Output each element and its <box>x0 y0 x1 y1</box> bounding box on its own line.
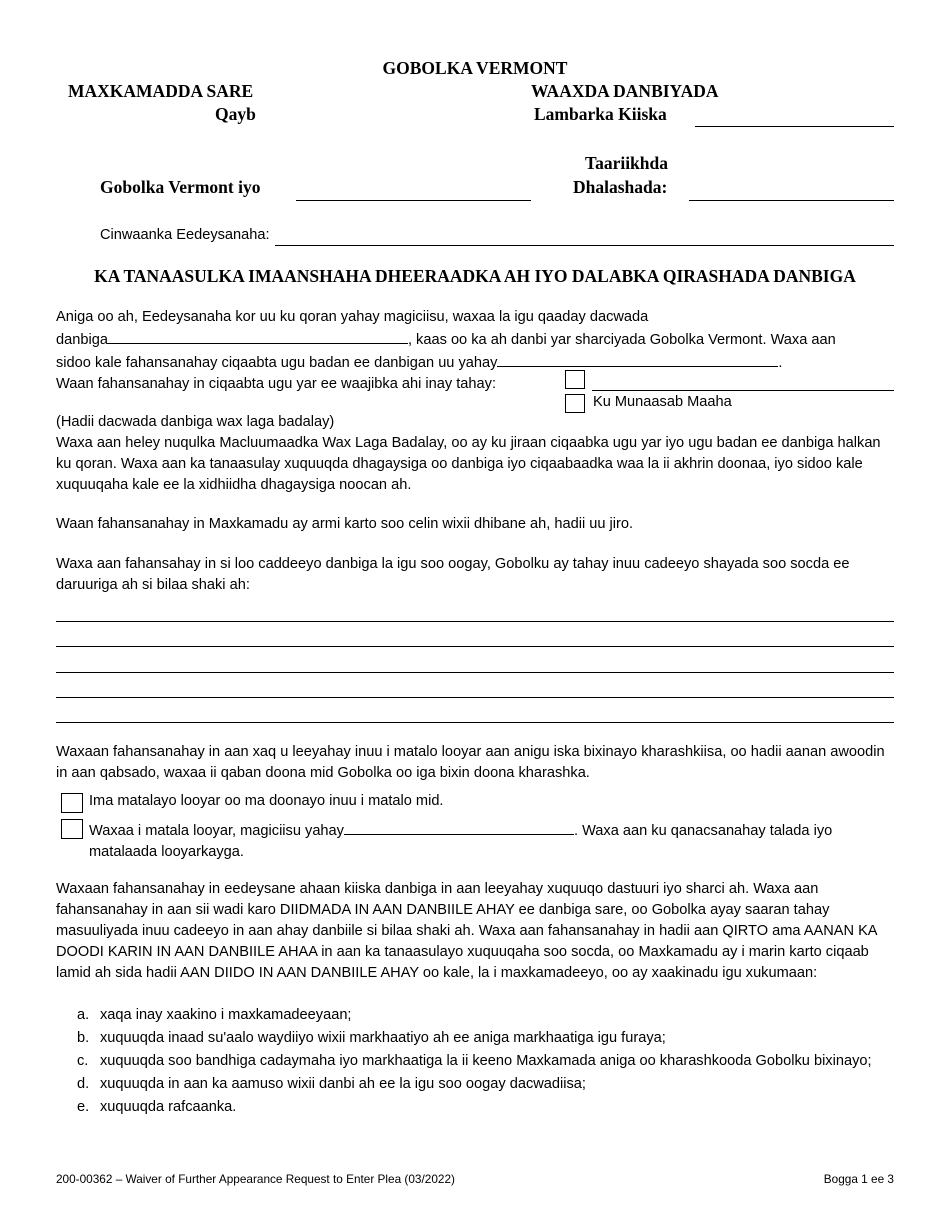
form-id: 200-00362 – Waiver of Further Appearance Request to Enter Plea (03/2022) <box>56 1172 455 1186</box>
defendant-name-field[interactable] <box>296 200 531 201</box>
form-title: KA TANAASULKA IMAANSHAHA DHEERAADKA AH IYO DALABKA QIRASHADA DANBIGA <box>94 266 856 286</box>
elements-line-4[interactable] <box>56 697 894 698</box>
list-item: a. xaqa inay xaakino i maxkamadeeyaan; <box>77 1007 352 1023</box>
division-name: WAAXDA DANBIYADA <box>531 81 719 101</box>
docket-label: Lambarka Kiiska <box>534 104 667 124</box>
p1-line1: Aniga oo ah, Eedeysanaha kor uu ku qoran yahay magiciisu, waxaa la igu qaaday dacwada <box>56 309 649 325</box>
list-item: e. xuquuqda rafcaanka. <box>77 1099 237 1115</box>
p1-line3: sidoo kale fahansanahay ciqaabta ugu badan ee danbigan uu yahay . <box>56 351 896 374</box>
elements-line-2[interactable] <box>56 646 894 647</box>
constitutional-rights-paragraph: Waxaan fahansanahay in eedeysane ahaan kiiska danbiga in aan leeyahay xuquuqo dastuuri iyo sharci ah. Waxa aan fahansanahay in aan sii wadi karo DIIDMADA IN AAN DANBIILE AHAY ee danbiga sare, oo Gobolka ayay saaran tahay masuuliyada inuu cadeeyo in aan ahay danbiile si bilaa shaki ah. Waxa aan fahansanahay in hadii aan QIRTO ama AANAN KA DOODI KARIN IN AAN DANBIILE AHAA in aan ka tanaasulayo xuquuqaha soo socda, oo Maxkamadu ay i marin karto ciqaab lamid ah sida hadii AAN DIIDO IN AAN DANBIILE AHAY oo kale, la i maxkamadeeyo, oo ay xaakinadu igu xukumaan: <box>56 881 877 981</box>
court-name: MAXKAMADDA SARE <box>68 81 254 101</box>
list-item: b. xuquuqda inaad su'aalo waydiiyo wixii markhaatiyo ah ee aniga markhaatiga igu furaya; <box>77 1030 666 1046</box>
not-applicable-checkbox[interactable] <box>565 394 585 413</box>
not-applicable-label: Ku Munaasab Maaha <box>593 394 732 410</box>
amended-paragraph: Waxa aan heley nuqulka Macluumaadka Wax Laga Badalay, oo ay ku jiraan ciqaabka ugu yar iyo ugu badan ee danbiga halkan ku qoran. Waxa aan ka tanaasulay xuquuqda dhagaysiga oo danbiga iyo ciqaabaadka waa la ii akhrin doonaa, iyo sidoo kale xuquuqaha kale ee la xidhiidha dhagaysiga noocan ah. <box>56 435 881 493</box>
list-item: c. xuquuqda soo bandhiga cadaymaha iyo markhaatiga la ii keeno Maxkamada aniga oo kharashkooda Gobolku bixinayo; <box>77 1053 872 1069</box>
has-lawyer-label: Waxaa i matala looyar, magiciisu yahay . Waxa aan ku qanacsanahay talada iyo matalaada looyarkayga. <box>89 819 894 863</box>
dob-label-line1: Taariikhda <box>585 153 669 173</box>
max-penalty-field[interactable] <box>497 351 778 367</box>
elements-paragraph: Waxa aan fahansahay in si loo caddeeyo danbiga la igu soo oogay, Gobolku ay tahay inuu cadeeyo shayada soo socda ee daruuriga ah si bilaa shaki ah: <box>56 556 850 593</box>
list-item: d. xuquuqda in aan ka aamuso wixii danbi ah ee la igu soo oogay dacwadiisa; <box>77 1076 586 1092</box>
unit-label: Qayb <box>215 104 256 124</box>
restitution-paragraph: Waan fahansanahay in Maxkamadu ay armi karto soo celin wixii dhibane ah, hadii uu jiro. <box>56 516 634 532</box>
elements-line-3[interactable] <box>56 672 894 673</box>
dob-label-line2: Dhalashada: <box>573 177 668 197</box>
elements-line-1[interactable] <box>56 621 894 622</box>
min-penalty-field[interactable] <box>592 390 894 391</box>
lawyer-name-field[interactable] <box>344 819 574 835</box>
docket-number-field[interactable] <box>695 126 894 127</box>
state-title: GOBOLKA VERMONT <box>382 58 568 78</box>
charge-field[interactable] <box>108 328 408 344</box>
p1-line4: Waan fahansanahay in ciqaabta ugu yar ee waajibka ahi inay tahay: <box>56 376 496 392</box>
lawyer-rights-paragraph: Waxaan fahansanahay in aan xaq u leeyahay inuu i matalo looyar aan anigu iska bixinayo kharashkiisa, oo hadii aanan awoodin in aan qabsado, waxaa ii qaban doona mid Gobolka oo iga bixin doona kharashka. <box>56 744 885 781</box>
amended-note: (Hadii dacwada danbiga wax laga badalay) <box>56 414 335 430</box>
min-penalty-checkbox[interactable] <box>565 370 585 389</box>
dob-field[interactable] <box>689 200 894 201</box>
elements-line-5[interactable] <box>56 722 894 723</box>
state-v-label: Gobolka Vermont iyo <box>100 177 261 197</box>
p1-line2: danbiga , kaas oo ka ah danbi yar sharciyada Gobolka Vermont. Waxa aan <box>56 328 896 351</box>
no-lawyer-checkbox[interactable] <box>61 793 83 813</box>
defendant-address-label: Cinwaanka Eedeysanaha: <box>100 227 270 243</box>
no-lawyer-label: Ima matalayo looyar oo ma doonayo inuu i matalo mid. <box>89 793 444 809</box>
defendant-address-field[interactable] <box>275 245 894 246</box>
has-lawyer-checkbox[interactable] <box>61 819 83 839</box>
page-number: Bogga 1 ee 3 <box>823 1172 894 1186</box>
rights-list <box>56 1005 896 1118</box>
